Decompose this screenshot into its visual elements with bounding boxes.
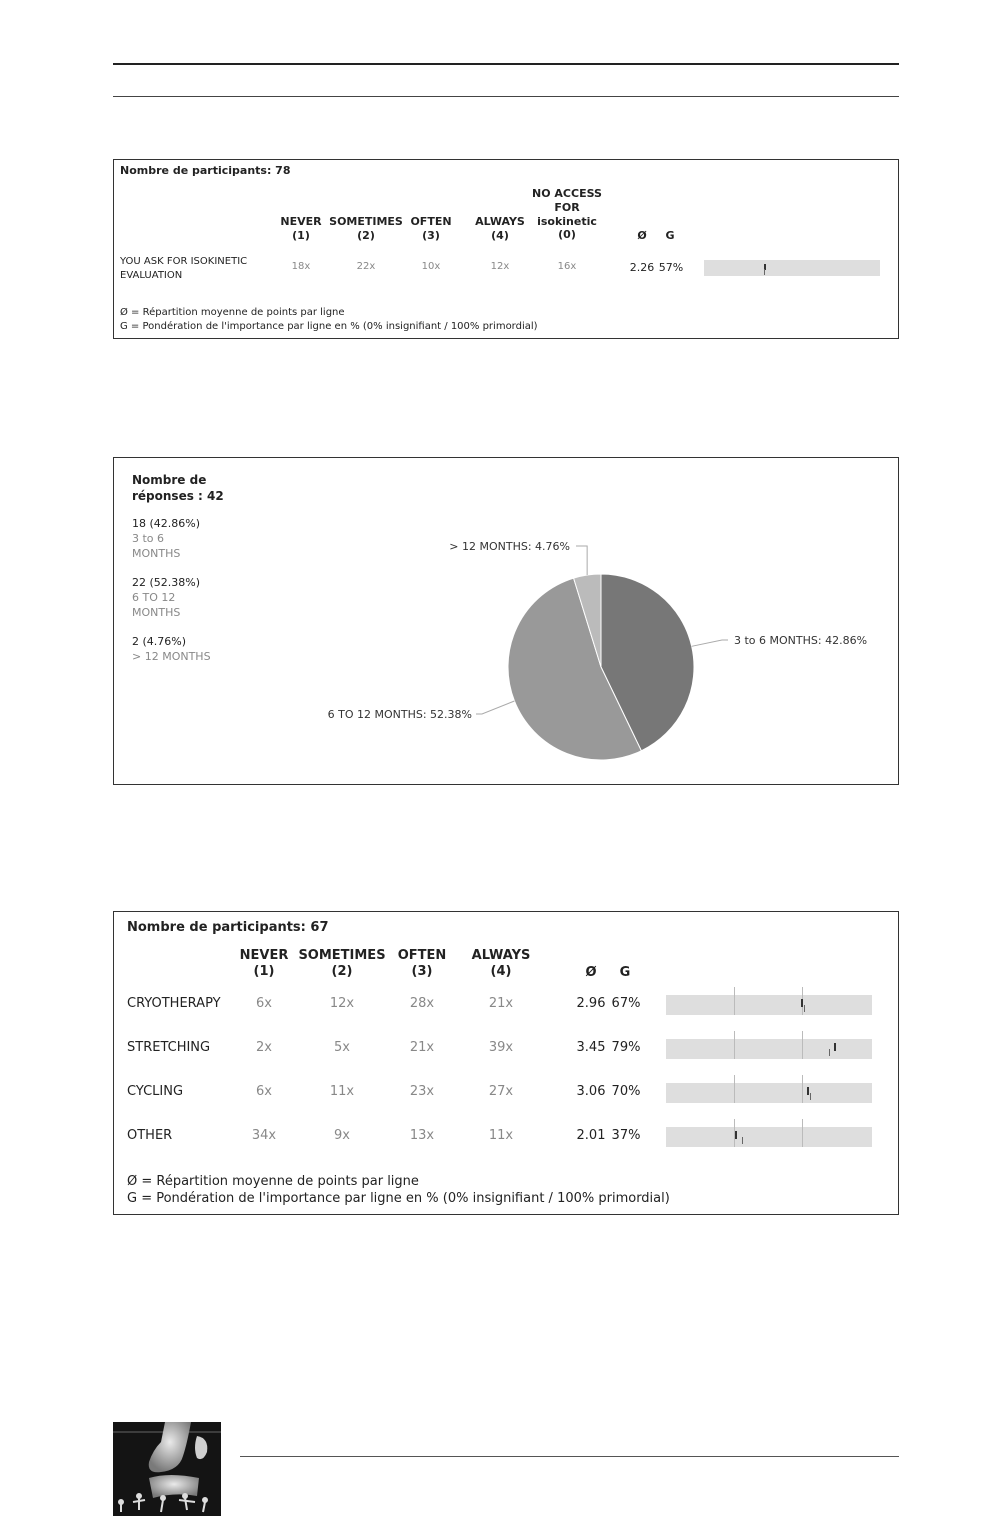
pie-legend-name-1: 3 to 6 MONTHS [132, 532, 181, 560]
table1-weight-marker [764, 269, 765, 275]
pie-panel [113, 457, 899, 785]
table2-row-label-other: OTHER [127, 1128, 173, 1143]
table1-col-no-access: NO ACCESS FOR isokinetic (0) [532, 187, 602, 242]
table2-weight-other: 37% [611, 1128, 641, 1143]
table2-count-cryotherapy-never: 6x [256, 996, 272, 1011]
table2-mean-marker-stretching [834, 1043, 836, 1051]
table2-count-other-often: 13x [409, 1128, 435, 1143]
table2-weight-marker-cryotherapy [804, 1005, 805, 1012]
table2-bar-gridline [802, 1031, 803, 1059]
table2-count-cryotherapy-always: 21x [488, 996, 514, 1011]
table1-weight-header: G [665, 229, 675, 242]
table2-count-other-never: 34x [251, 1128, 277, 1143]
table2-panel [113, 911, 899, 1215]
table2-count-stretching-sometimes: 5x [334, 1040, 350, 1055]
table1-count-sometimes: 22x [356, 261, 376, 272]
table2-weight-cryotherapy: 67% [611, 996, 641, 1011]
table2-participants: Nombre de participants: 67 [127, 920, 329, 935]
table1-weight: 57% [658, 261, 684, 274]
pie-slice-label-6-to-12: 6 TO 12 MONTHS: 52.38% [327, 708, 472, 721]
table2-row-label-cycling: CYCLING [127, 1084, 184, 1099]
table2-mean-marker-cryotherapy [801, 999, 803, 1007]
pie-legend-count-2: 22 (52.38%) [132, 576, 201, 589]
table1-count-often: 10x [421, 261, 441, 272]
table2-score-bar-stretching [666, 1039, 872, 1059]
table2-count-cryotherapy-often: 28x [409, 996, 435, 1011]
table2-mean-cycling: 3.06 [576, 1084, 606, 1099]
table1-col-sometimes: SOMETIMES (2) [329, 215, 403, 242]
table1-participants: Nombre de participants: 78 [120, 164, 291, 177]
table1-col-never: NEVER (1) [280, 215, 322, 242]
table2-bar-gridline [734, 1031, 735, 1059]
table2-score-bar-cycling [666, 1083, 872, 1103]
table1-count-always: 12x [490, 261, 510, 272]
table2-legend-weight: G = Pondération de l'importance par ligne en % (0% insignifiant / 100% primordial) [127, 1191, 670, 1206]
table2-mean-marker-cycling [807, 1087, 809, 1095]
table2-count-cycling-sometimes: 11x [329, 1084, 355, 1099]
table2-bar-gridline [802, 1075, 803, 1103]
table2-count-stretching-always: 39x [488, 1040, 514, 1055]
table2-score-bar-cryotherapy [666, 995, 872, 1015]
table2-bar-gridline [802, 1119, 803, 1147]
table2-count-stretching-often: 21x [409, 1040, 435, 1055]
table2-weight-marker-cycling [810, 1093, 811, 1100]
footer-rule [240, 1456, 899, 1457]
table2-weight-header: G [619, 965, 631, 980]
table2-mean-stretching: 3.45 [576, 1040, 606, 1055]
table2-col-often: OFTEN (3) [397, 948, 447, 980]
table2-weight-marker-other [742, 1137, 743, 1144]
table1-count-never: 18x [291, 261, 311, 272]
pie-leader-6-to-12 [476, 701, 514, 714]
table2-mean-marker-other [735, 1131, 737, 1139]
table2-weight-stretching: 79% [611, 1040, 641, 1055]
table2-count-cycling-never: 6x [256, 1084, 272, 1099]
table2-count-stretching-never: 2x [256, 1040, 272, 1055]
table2-count-cycling-always: 27x [488, 1084, 514, 1099]
table2-mean-cryotherapy: 2.96 [576, 996, 606, 1011]
pie-slice-label-over-12: > 12 MONTHS: 4.76% [449, 540, 570, 553]
table1-legend-mean: Ø = Répartition moyenne de points par ligne [120, 307, 345, 318]
table2-count-cryotherapy-sometimes: 12x [329, 996, 355, 1011]
table2-col-always: ALWAYS (4) [471, 948, 531, 980]
table2-count-cycling-often: 23x [409, 1084, 435, 1099]
pie-leader-over-12 [576, 546, 587, 575]
table2-row-label-stretching: STRETCHING [127, 1040, 211, 1055]
table2-count-other-sometimes: 9x [334, 1128, 350, 1143]
header-rule-thick [113, 63, 899, 65]
table2-col-never: NEVER (1) [239, 948, 289, 980]
pie-legend-count-3: 2 (4.76%) [132, 635, 187, 648]
table1-legend-weight: G = Pondération de l'importance par ligne en % (0% insignifiant / 100% primordial) [120, 321, 538, 332]
pie-legend-name-2: 6 TO 12 MONTHS [132, 591, 181, 619]
table2-weight-marker-stretching [829, 1049, 830, 1056]
table2-mean-other: 2.01 [576, 1128, 606, 1143]
table2-weight-cycling: 70% [611, 1084, 641, 1099]
table2-count-other-always: 11x [488, 1128, 514, 1143]
table2-bar-gridline [734, 1075, 735, 1103]
table1-score-bar [704, 260, 880, 276]
table2-bar-gridline [734, 987, 735, 1015]
table2-row-label-cryotherapy: CRYOTHERAPY [127, 996, 221, 1011]
table2-col-sometimes: SOMETIMES (2) [298, 948, 386, 980]
table1-panel [113, 159, 899, 339]
table1-col-often: OFTEN (3) [410, 215, 452, 242]
pie-chart [114, 458, 898, 784]
knee-illustration-icon [113, 1422, 221, 1516]
table1-mean-header: Ø [637, 229, 647, 242]
pie-responses-label: Nombre de réponses : 42 [132, 473, 224, 503]
table2-legend-mean: Ø = Répartition moyenne de points par ligne [127, 1174, 419, 1189]
pie-legend-name-3: > 12 MONTHS [132, 650, 211, 663]
pie-legend-count-1: 18 (42.86%) [132, 517, 201, 530]
header-rule-thin [113, 96, 899, 97]
pie-slice-label-3-to-6: 3 to 6 MONTHS: 42.86% [734, 634, 868, 647]
table1-row-label: YOU ASK FOR ISOKINETIC EVALUATION [120, 256, 248, 281]
table1-col-always: ALWAYS (4) [475, 215, 525, 242]
table1-mean: 2.26 [629, 261, 655, 274]
table2-mean-header: Ø [585, 965, 597, 980]
pie-leader-3-to-6 [692, 640, 728, 646]
journal-logo [113, 1422, 221, 1516]
table1-count-no-access: 16x [557, 261, 577, 272]
table2-score-bar-other [666, 1127, 872, 1147]
